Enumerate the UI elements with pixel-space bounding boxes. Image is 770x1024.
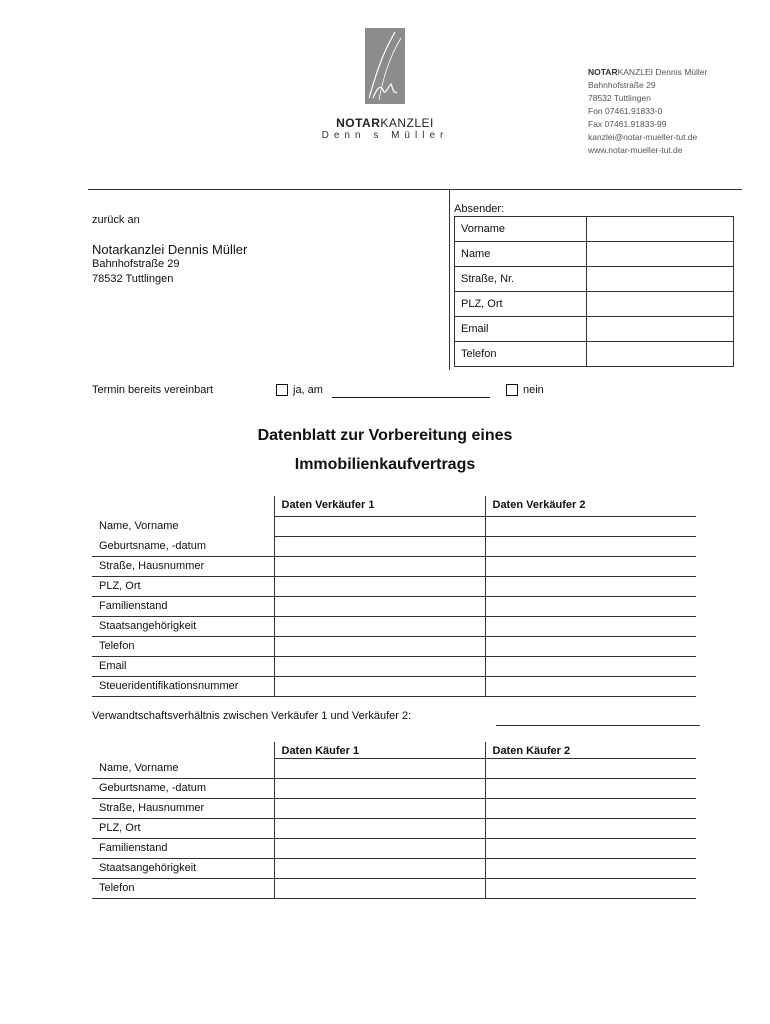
column-header-seller-2: Daten Verkäufer 2: [485, 496, 696, 516]
row-label: PLZ, Ort: [92, 818, 274, 838]
sender-row: [455, 267, 734, 292]
table-row: [92, 676, 696, 696]
contact-email[interactable]: kanzlei@notar-mueller-tut.de: [588, 132, 698, 142]
row-label: Name, Vorname: [92, 758, 274, 778]
seller-2-cell[interactable]: [485, 616, 696, 636]
sender-field-input[interactable]: [587, 267, 734, 292]
seller-1-cell[interactable]: [274, 676, 485, 696]
row-label: Familienstand: [92, 838, 274, 858]
address-divider: [449, 189, 450, 370]
sender-field-input[interactable]: [587, 292, 734, 317]
seller-2-cell[interactable]: [485, 636, 696, 656]
table-row: [92, 616, 696, 636]
logo-wordmark: NOTARKANZLEI: [336, 116, 434, 130]
appointment-no-checkbox[interactable]: [506, 384, 518, 396]
appointment-label: Termin bereits vereinbart: [92, 384, 214, 396]
sender-field-label: Name: [455, 242, 587, 267]
table-header-empty: [92, 496, 274, 516]
table-row: [92, 838, 696, 858]
sender-field-input[interactable]: [587, 317, 734, 342]
row-label: Telefon: [92, 636, 274, 656]
table-row: [92, 556, 696, 576]
sender-field-label: Vorname: [455, 217, 587, 242]
buyer-2-cell[interactable]: [485, 858, 696, 878]
seller-2-cell[interactable]: [485, 676, 696, 696]
appointment-no-label: nein: [523, 384, 544, 396]
buyer-data-table: [92, 742, 696, 899]
contact-fax: Fax 07461.91833-99: [588, 119, 667, 129]
table-row: [92, 818, 696, 838]
sender-row: [455, 292, 734, 317]
seller-1-cell[interactable]: [274, 656, 485, 676]
table-row: [92, 516, 696, 536]
row-label: Email: [92, 656, 274, 676]
buyer-2-cell[interactable]: [485, 758, 696, 778]
row-label: Steueridentifikationsnummer: [92, 676, 274, 696]
buyer-1-cell[interactable]: [274, 838, 485, 858]
column-header-buyer-2: Daten Käufer 2: [485, 742, 696, 758]
sender-field-label: Telefon: [455, 342, 587, 367]
seller-1-cell[interactable]: [274, 536, 485, 556]
table-row: [92, 596, 696, 616]
sender-row: [455, 342, 734, 367]
sender-field-label: PLZ, Ort: [455, 292, 587, 317]
document-title-line1: Datenblatt zur Vorbereitung eines: [257, 427, 513, 444]
row-label: Geburtsname, -datum: [92, 536, 274, 556]
sender-row: [455, 217, 734, 242]
seller-2-cell[interactable]: [485, 656, 696, 676]
sender-table: [454, 216, 734, 367]
row-label: Staatsangehörigkeit: [92, 858, 274, 878]
buyer-2-cell[interactable]: [485, 798, 696, 818]
row-label: Geburtsname, -datum: [92, 778, 274, 798]
sender-label: Absender:: [454, 203, 505, 215]
contact-street: Bahnhofstraße 29: [588, 80, 656, 90]
row-label: Telefon: [92, 878, 274, 898]
sender-field-label: Email: [455, 317, 587, 342]
relationship-field[interactable]: [496, 725, 700, 726]
row-label: Name, Vorname: [99, 520, 179, 532]
appointment-date-field[interactable]: [332, 397, 490, 398]
appointment-yes-checkbox[interactable]: [276, 384, 288, 396]
column-header-seller-1: Daten Verkäufer 1: [274, 496, 485, 516]
seller-1-cell[interactable]: [274, 596, 485, 616]
row-label: Straße, Hausnummer: [92, 556, 274, 576]
buyer-2-cell[interactable]: [485, 878, 696, 898]
column-header-buyer-1: Daten Käufer 1: [274, 742, 485, 758]
contact-block: [588, 66, 707, 157]
buyer-2-cell[interactable]: [485, 838, 696, 858]
return-city: 78532 Tuttlingen: [92, 273, 174, 285]
seller-1-cell[interactable]: [274, 616, 485, 636]
contact-name: NOTARKANZLEI Dennis Müller: [588, 67, 708, 77]
sender-row: [455, 242, 734, 267]
table-header-row: [92, 742, 696, 758]
seller-data-table: [92, 496, 696, 697]
buyer-1-cell[interactable]: [274, 858, 485, 878]
row-label: Straße, Hausnummer: [92, 798, 274, 818]
seller-1-cell[interactable]: [274, 576, 485, 596]
row-label: Staatsangehörigkeit: [92, 616, 274, 636]
buyer-1-cell[interactable]: [274, 778, 485, 798]
logo-subtitle: Denn s Müller: [321, 130, 449, 141]
document-title-line2: Immobilienkaufvertrags: [294, 456, 476, 473]
table-header-row: [92, 496, 696, 516]
row-label: PLZ, Ort: [92, 576, 274, 596]
seller-2-cell[interactable]: [485, 596, 696, 616]
relationship-label: Verwandtschaftsverhältnis zwischen Verkäufer 1 und Verkäufer 2:: [92, 710, 412, 722]
table-row: [92, 636, 696, 656]
sender-field-input[interactable]: [587, 242, 734, 267]
sender-field-input[interactable]: [587, 342, 734, 367]
table-row: [92, 858, 696, 878]
table-row: [92, 576, 696, 596]
notary-logo-icon: [365, 28, 405, 104]
table-row: [92, 656, 696, 676]
table-header-empty: [92, 742, 274, 758]
seller-1-cell[interactable]: [274, 516, 485, 536]
seller-1-cell[interactable]: [274, 556, 485, 576]
sender-row: [455, 317, 734, 342]
contact-city: 78532 Tuttlingen: [588, 93, 651, 103]
seller-2-cell[interactable]: [485, 576, 696, 596]
appointment-yes-label: ja, am: [293, 384, 323, 396]
sender-field-input[interactable]: [587, 217, 734, 242]
buyer-2-cell[interactable]: [485, 778, 696, 798]
buyer-1-cell[interactable]: [274, 758, 485, 778]
return-name: Notarkanzlei Dennis Müller: [92, 242, 248, 257]
seller-2-cell[interactable]: [485, 516, 696, 536]
buyer-2-cell[interactable]: [485, 818, 696, 838]
sender-field-label: Straße, Nr.: [455, 267, 587, 292]
table-row: [92, 798, 696, 818]
table-row: [92, 758, 696, 778]
buyer-1-cell[interactable]: [274, 878, 485, 898]
return-label: zurück an: [92, 214, 140, 226]
seller-2-cell[interactable]: [485, 536, 696, 556]
table-row: [92, 878, 696, 898]
table-row: [92, 536, 696, 556]
contact-phone: Fon 07461.91833-0: [588, 106, 663, 116]
table-row: [92, 778, 696, 798]
buyer-1-cell[interactable]: [274, 818, 485, 838]
buyer-1-cell[interactable]: [274, 798, 485, 818]
contact-web[interactable]: www.notar-mueller-tut.de: [588, 145, 683, 155]
seller-2-cell[interactable]: [485, 556, 696, 576]
row-label: Familienstand: [92, 596, 274, 616]
header-divider: [88, 189, 742, 190]
return-street: Bahnhofstraße 29: [92, 258, 180, 270]
seller-1-cell[interactable]: [274, 636, 485, 656]
